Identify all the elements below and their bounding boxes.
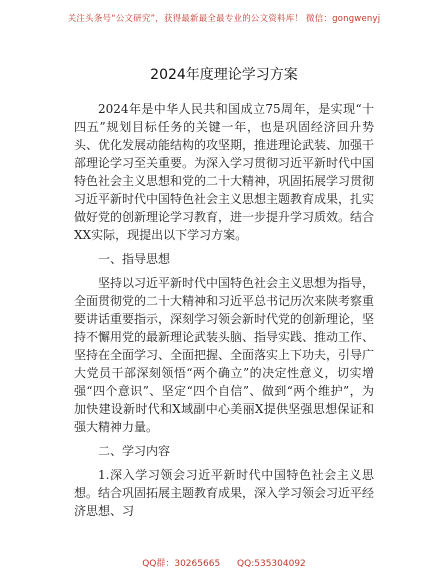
document-title: 2024年度理论学习方案 — [150, 67, 298, 83]
footer-qq-group: QQ群：30265665 — [142, 559, 221, 569]
document-body — [74, 100, 374, 526]
section-heading-study-content: 二、学习内容 — [98, 444, 171, 458]
section-heading-guiding-ideology: 一、指导思想 — [98, 252, 171, 266]
footer-contact — [0, 556, 448, 569]
footer-qq: QQ:535304092 — [237, 559, 306, 569]
paragraph-intro: 2024年是中华人民共和国成立75周年，是实现“十四五”规划目标任务的关键一年，也是巩固经济回升势头、优化发展动能结构的攻坚期，推进理论武装、加强干部理论学习至关重要。为深入学习贯彻习近平新时代中国特色社会主义思想和党的二十大精神，巩固拓展学习贯彻习近平新时代中国特色社会主义思想主题教育成果，扎实做好党的创新理论学习教育，进一步提升学习质效。结合XX实际，现提出以下学习方案。 — [74, 102, 375, 242]
paragraph-study-item-1: 1.深入学习领会习近平新时代中国特色社会主义思想。结合巩固拓展主题教育成果，深入学习领会习近平经济思想、习 — [74, 468, 375, 518]
header-notice: 关注头条号“公文研究”，获得最新最全最专业的公文资料库！ 微信：gongwenyj — [67, 14, 381, 24]
paragraph-guiding-ideology: 坚持以习近平新时代中国特色社会主义思想为指导，全面贯彻党的二十大精神和习近平总书记历次来陕考察重要讲话重要指示，深刻学习领会新时代党的创新理论，坚持不懈用党的最新理论武装头脑、指导实践、推动工作、坚持在全面学习、全面把握、全面落实上下功夫，引导广大党员干部深刻领悟“两个确立”的决定性意义，切实增强“四个意识”、坚定“四个自信”、做到“两个维护”，为加快建设新时代和X域副中心美丽X提供坚强思想保证和强大精神力量。 — [74, 276, 375, 434]
